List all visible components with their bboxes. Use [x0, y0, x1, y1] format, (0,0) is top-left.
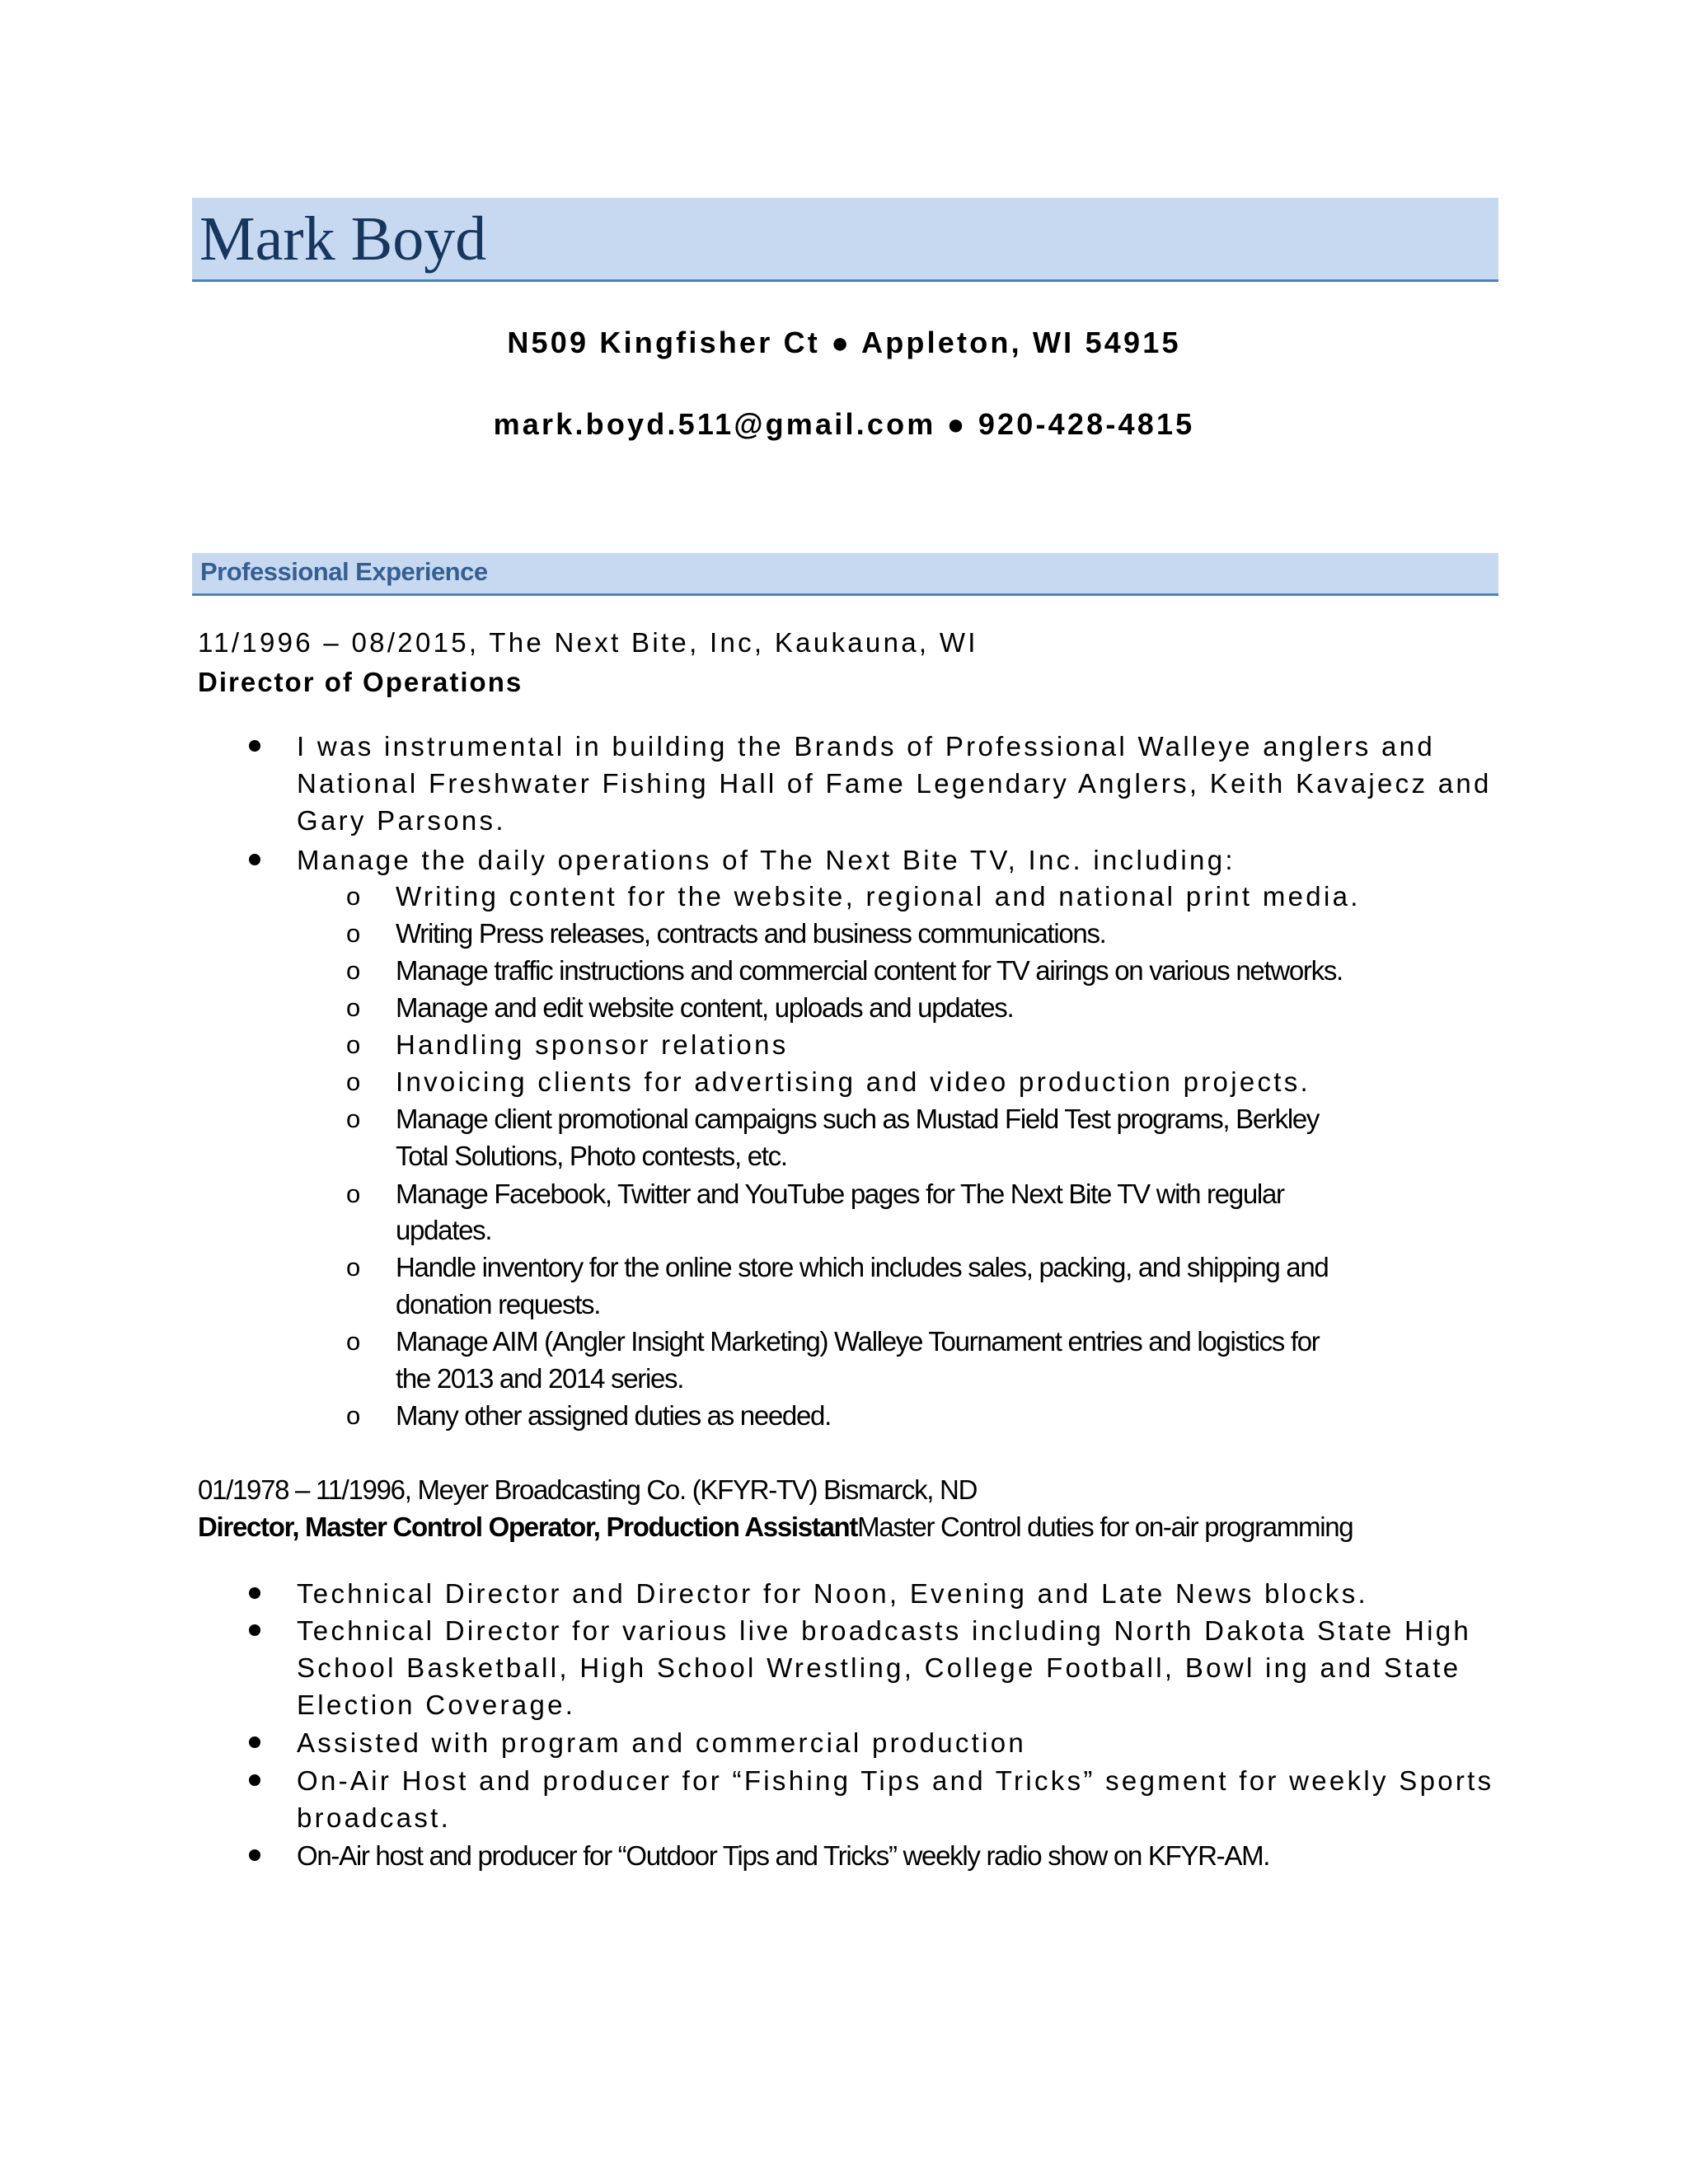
job1-bullet1-line2: National Freshwater Fishing Hall of Fame Legendary Anglers, Keith Kavajecz and — [297, 768, 1492, 799]
sub-bullet-circle-icon: o — [346, 1179, 361, 1208]
job1-sub8-line2: updates. — [396, 1215, 492, 1245]
job1-bullet2: Manage the daily operations of The Next Bite TV, Inc. including: — [297, 845, 1236, 875]
section-title-experience: Professional Experience — [200, 557, 488, 586]
sub-bullet-circle-icon: o — [346, 1067, 361, 1096]
bullet-dot-icon — [249, 1774, 260, 1786]
job2-title-rest: Master Control duties for on-air programming — [857, 1511, 1353, 1542]
job1-sub9-line1: Handle inventory for the online store which includes sales, packing, and shipping and — [396, 1252, 1329, 1282]
job1-sub11: Many other assigned duties as needed. — [396, 1400, 831, 1431]
job2-bullet2-line2: School Basketball, High School Wrestling, College Football, Bowl ing and State — [297, 1652, 1461, 1683]
job2-title: Director, Master Control Operator, Production Assistant — [198, 1511, 858, 1542]
sub-bullet-circle-icon: o — [346, 919, 361, 948]
job1-sub4: Manage and edit website content, uploads and updates. — [396, 992, 1014, 1023]
job1-sub2: Writing Press releases, contracts and business communications. — [396, 918, 1106, 949]
bullet-dot-icon — [249, 1624, 260, 1636]
bullet-dot-icon — [249, 1736, 260, 1748]
sub-bullet-circle-icon: o — [346, 1327, 361, 1356]
job2-title-line — [198, 1509, 1353, 1545]
sub-bullet-circle-icon: o — [346, 956, 361, 985]
job1-sub7-line1: Manage client promotional campaigns such as Mustad Field Test programs, Berkley — [396, 1104, 1320, 1134]
job1-sub8-line1: Manage Facebook, Twitter and YouTube pages for The Next Bite TV with regular — [396, 1179, 1284, 1209]
job1-title: Director of Operations — [198, 667, 523, 697]
sub-bullet-circle-icon: o — [346, 1030, 361, 1059]
job1-dates-company: 11/1996 – 08/2015, The Next Bite, Inc, Kaukauna, WI — [198, 627, 978, 658]
job1-sub6: Invoicing clients for advertising and video production projects. — [396, 1066, 1311, 1097]
job1-sub3: Manage traffic instructions and commercial content for TV airings on various networks. — [396, 955, 1343, 986]
section-header-bar — [192, 553, 1498, 596]
bullet-dot-icon — [249, 740, 260, 752]
job2-dates-company: 01/1978 – 11/1996, Meyer Broadcasting Co. (KFYR-TV) Bismarck, ND — [198, 1474, 978, 1505]
job1-sub1: Writing content for the website, regional and national print media. — [396, 881, 1361, 912]
job2-bullet3: Assisted with program and commercial production — [297, 1727, 1027, 1758]
sub-bullet-circle-icon: o — [346, 1401, 361, 1430]
job1-sub10-line2: the 2013 and 2014 series. — [396, 1363, 684, 1394]
candidate-name: Mark Boyd — [199, 204, 487, 274]
job1-bullet1-line1: I was instrumental in building the Brands of Professional Walleye anglers and — [297, 731, 1435, 762]
contact-address: N509 Kingfisher Ct ● Appleton, WI 54915 — [507, 326, 1181, 359]
sub-bullet-circle-icon: o — [346, 882, 361, 911]
job2-bullet4-line1: On-Air Host and producer for “Fishing Tips and Tricks” segment for weekly Sports — [297, 1765, 1494, 1796]
name-header-bar — [192, 198, 1498, 282]
job2-bullet2-line3: Election Coverage. — [297, 1690, 576, 1720]
job1-sub9-line2: donation requests. — [396, 1289, 601, 1319]
bullet-dot-icon — [249, 1587, 260, 1599]
job2-bullet5: On-Air host and producer for “Outdoor Tips and Tricks” weekly radio show on KFYR-AM. — [297, 1840, 1270, 1871]
job1-sub10-line1: Manage AIM (Angler Insight Marketing) Walleye Tournament entries and logistics for — [396, 1326, 1320, 1357]
sub-bullet-circle-icon: o — [346, 993, 361, 1022]
sub-bullet-circle-icon: o — [346, 1253, 361, 1282]
bullet-dot-icon — [249, 854, 260, 865]
job1-sub5: Handling sponsor relations — [396, 1029, 789, 1060]
job2-bullet1: Technical Director and Director for Noon, Evening and Late News blocks. — [297, 1578, 1368, 1609]
job1-sub7-line2: Total Solutions, Photo contests, etc. — [396, 1141, 787, 1171]
job2-bullet2-line1: Technical Director for various live broadcasts including North Dakota State High — [297, 1615, 1472, 1646]
job1-bullet1-line3: Gary Parsons. — [297, 805, 506, 836]
job2-bullet4-line2: broadcast. — [297, 1802, 452, 1833]
bullet-dot-icon — [249, 1849, 260, 1861]
sub-bullet-circle-icon: o — [346, 1104, 361, 1133]
contact-email-phone: mark.boyd.511@gmail.com ● 920-428-4815 — [493, 407, 1195, 441]
